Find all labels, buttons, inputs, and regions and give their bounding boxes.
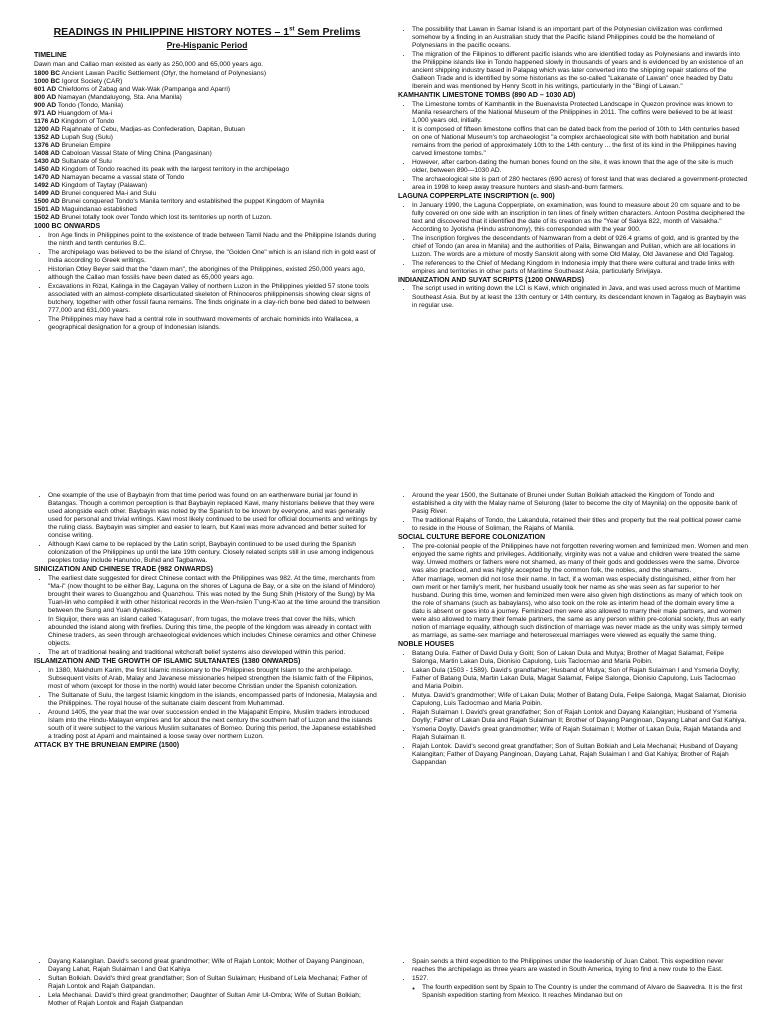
timeline-entry <box>34 110 380 118</box>
timeline-entry <box>34 94 380 102</box>
timeline-entry <box>34 206 380 214</box>
timeline-year: 1492 AD <box>34 182 60 190</box>
timeline-event: Namayan (Mandaluyong, Sta. Ana Manila) <box>56 93 182 101</box>
bullet-list-expedition-detail <box>398 984 748 1000</box>
bullet-item: • The archipelago was believed to be the island of Chryse, the "Golden One" which is an island rich in gold east of India according to Greek writings. <box>48 249 380 265</box>
bullet-item: ◦ The fourth expedition sent by Spain to The Country is under the command of Alvaro de Saavedra. It is the first Spanish expedition starting from Mexico. It reaches Mindanao but on <box>422 984 748 1000</box>
bullet-item: • The inscription forgives the descendants of Namwaran from a debt of 926.4 grams of gold, and is granted by the chief of Tondo (an area in Manila) and the authorities of Paila, Binwangan and Pulilan, which are all locations in Luzon. The words are a mixture of mostly Sanskrit along with some Old Malay, Old Javanese and Old Tagalog. <box>412 235 748 259</box>
timeline-event: Namayan became a vassal state of Tondo <box>59 174 185 182</box>
bullet-list-brunei <box>398 492 748 533</box>
bullet-item: • 1527. <box>412 975 748 983</box>
bullet-item: • In January 1990, the Laguna Copperplate, on examination, was found to measure about 20 cm square and to be fully covered on one side with an inscription in ten lines of finely written characters. Antoon Postma deciphered the text and discovered that it identified the date of its creation as the "Year of Sakya 822, month of Vaisakha." According to Jyotisha (Hindu astronomy), this corresponded with the year 900. <box>412 202 748 234</box>
page-2-left <box>34 492 380 952</box>
timeline-entry <box>34 102 380 110</box>
timeline-year: 1502 AD <box>34 214 60 222</box>
timeline-year: 1430 AD <box>34 158 60 166</box>
timeline-entry <box>34 118 380 126</box>
timeline-entry <box>34 78 380 86</box>
timeline-event: Tondo (Tondo, Manila) <box>56 101 124 109</box>
timeline-entry <box>34 126 380 134</box>
timeline-event: Caboloan Vassal State of Ming China (Pangasinan) <box>59 150 212 158</box>
bullet-item: • However, after carbon-dating the human bones found on the site, it was known that the age of the site is much older, between 890—1030 AD. <box>412 159 748 175</box>
bullet-item: • One example of the use of Baybayin from that time period was found on an earthenware burial jar found in Batangas. Though a common perception is that Baybayin replaced Kawi, many historians believe that they were used alongside each other. Baybayin was noted by the Spanish to be known by everyone, and was generally used for personal and trivial writings. Kawi most likely continued to be used for official documents and writings by the ruling class. Baybayin was simpler and easier to learn, but Kawi was more advanced and better suited for concise writing. <box>48 492 380 540</box>
bullet-item: • Iron Age finds in Philippines point to the existence of trade between Tamil Nadu and the Philippine Islands during the ninth and tenth centuries B.C. <box>48 232 380 248</box>
timeline-event: Kingdom of Tondo <box>59 117 115 125</box>
timeline-event: Bruneian Empire <box>59 142 111 149</box>
bullet-item: • In Siquijor, there was an island called 'Katagusan', from tugas, the molave trees that cover the hills, which abounded the island along with fireflies. During this time, the people of the kingdom was already in contact with Chinese traders, as seen through archaeological evidences which includes Chinese ceramics and other Chinese objects. <box>48 616 380 648</box>
section-heading-islamization: ISLAMIZATION AND THE GROWTH OF ISLAMIC SULTANATES (1380 ONWARDS) <box>34 658 301 666</box>
timeline-event: Igorot Society (CAR) <box>60 77 123 85</box>
timeline-list <box>34 70 380 223</box>
timeline-event: Brunei totally took over Tondo which lost its territories up north of Luzon. <box>59 214 272 222</box>
timeline-entry <box>34 142 380 150</box>
timeline-year: 1376 AD <box>34 142 60 149</box>
bullet-list-lineage <box>34 958 380 1008</box>
timeline-entry <box>34 158 380 166</box>
bullet-list-laguna <box>398 202 748 276</box>
timeline-intro: Dawn man and Callao man existed as early as 250,000 and 65,000 years ago. <box>34 60 264 68</box>
timeline-event: Sultanate of Sulu <box>59 158 112 166</box>
timeline-heading: TIMELINE <box>34 52 67 60</box>
page-1-top-right <box>398 26 748 486</box>
timeline-year: 1176 AD <box>34 117 60 125</box>
bullet-list-kamhantik <box>398 101 748 192</box>
timeline-year: 1450 AD <box>34 166 60 174</box>
page-3-left <box>34 958 380 1024</box>
bullet-list-lawan <box>398 26 748 91</box>
bullet-item: • The Sultanate of Sulu, the largest Islamic kingdom in the islands, encompassed parts of Indonesia, Malaysia and the Philippines. The royal house of the sultanate claim descent from Muhammad. <box>48 692 380 708</box>
bullet-list-baybayin <box>34 492 380 565</box>
bullet-list-1000bc <box>34 232 380 332</box>
bullet-item: • The Limestone tombs of Kamhantik in the Buenavista Protected Landscape in Quezon province was known to Manila researchers of the National Museum of the Philippines in 2011. The coffins were believed to be at least 1,000 years old, initially. <box>412 101 748 125</box>
timeline-year: 1499 AD <box>34 190 60 198</box>
timeline-event: Ancient Lawan Pacific Settlement (Ofyr, the homeland of Polynesians) <box>60 69 267 77</box>
bullet-item: • Rajah Lontok. David's second great grandfather; Son of Sultan Bolkiah and Lela Mechanai; Husband of Dayang Kalangitan; Father of Dayang Panginoan, Dayang Lahat, Rajah Sulaiman I and Gat Kahiya; Brother of Rajah Gappandan <box>412 743 748 767</box>
section-heading-laguna: LAGUNA COPPERPLATE INSCRIPTION (c. 900) <box>398 193 555 201</box>
section-heading-sinicization: SINICIZATION AND CHINESE TRADE (982 ONWARDS) <box>34 566 213 574</box>
bullet-item: • Lela Mechanai. David's third great grandmother; Daughter of Sultan Amir Ul-Ombra; Wife of Sultan Bolkiah; Mother of Rajah Lontok and Rajah Gatpandan <box>48 992 380 1008</box>
timeline-year: 800 AD <box>34 93 57 101</box>
timeline-entry <box>34 86 380 94</box>
bullet-item: • Batang Dula. Father of David Dula y Goiti; Son of Lakan Dula and Mutya; Brother of Magat Salamat, Felipe Salonga, Martin Lakan Dula, Dionisio Capulong, Luis Taclocmao and Maria Poibin. <box>412 650 748 666</box>
page-2-right <box>398 492 748 952</box>
section-heading-social-culture: SOCIAL CULTURE BEFORE COLONIZATION <box>398 534 545 542</box>
section-heading-indianization: INDIANIZATION AND SUYAT SCRIPTS (1200 ONWARDS) <box>398 276 584 284</box>
timeline-year: 971 AD <box>34 109 57 117</box>
bullet-item: • Lakan Dula (1503 - 1589). David's grandfather; Husband of Mutya; Son of Rajah Sulaiman I and Ysmeria Doylly; Father of Batang Dula, Martin Lakan Dula, Magat Salamat, Felipe Salonga, Dionisio Capulong, Luis Taclocmao and Maria Poibin. <box>412 667 748 691</box>
timeline-year: 1800 BC <box>34 69 61 77</box>
bullet-item: • The Philippines may have had a central role in southward movements of archaic hominids into Wallacea, a geographical designation for a group of Indonesian islands. <box>48 316 380 332</box>
page-3-right <box>398 958 748 1024</box>
timeline-year: 1470 AD <box>34 174 60 182</box>
timeline-event: Lupah Sug (Sulu) <box>59 133 113 141</box>
section-heading-kamhantik: KAMHANTIK LIMESTONE TOMBS (890 AD – 1030 AD) <box>398 92 576 100</box>
bullet-item: • The art of traditional healing and traditional witchcraft belief systems also developed within this period. <box>48 649 380 657</box>
timeline-entry <box>34 214 380 222</box>
timeline-event: Maguindanao established <box>59 206 137 214</box>
timeline-event: Huangdom of Ma-i <box>56 109 113 117</box>
timeline-event: Kingdom of Tondo reached its peak with the largest territory in the archipelago <box>59 166 290 174</box>
bullet-item: • In 1380, Makhdum Karim, the first Islamic missionary to the Philippines brought Islam to the archipelago. Subsequent visits of Arab, Malay and Javanese missionaries helped strengthen the Islamic faith of the Filipinos, most of whom (except for those in the north) would later become Christian under the Spanish colonization. <box>48 667 380 691</box>
timeline-year: 1501 AD <box>34 206 60 214</box>
timeline-year: 1408 AD <box>34 150 60 158</box>
document-subtitle: Pre-Hispanic Period <box>166 39 248 50</box>
timeline-year: 1500 AD <box>34 198 60 206</box>
timeline-year: 1200 AD <box>34 125 60 133</box>
bullet-item: • Mutya. David's grandmother; Wife of Lakan Dula; Mother of Batang Dula, Felipe Salonga, Magat Salamat, Dionisio Capulong, Luis Taclocmao and Maria Poibin. <box>412 692 748 708</box>
timeline-entry <box>34 182 380 190</box>
bullet-item: • The archaeological site is part of 280 hectares (690 acres) of forest land that was declared a government-protected area in 1998 to keep away treasure hunters and slash-and-burn farmers. <box>412 176 748 192</box>
timeline-event: Kingdom of Taytay (Palawan) <box>59 182 148 190</box>
timeline-event: Rajahnate of Cebu, Madjas-as Confederation, Dapitan, Butuan <box>59 125 245 133</box>
timeline-year: 1352 AD <box>34 133 60 141</box>
bullet-list-sinicization <box>34 575 380 657</box>
page-1-top-left <box>34 26 380 486</box>
bullet-list-expeditions <box>398 958 748 983</box>
timeline-year: 900 AD <box>34 101 57 109</box>
bullet-item: • Dayang Kalangitan. David's second great grandmother; Wife of Rajah Lontok; Mother of Dayang Panginoan, Dayang Lahat, Rajah Sulaiman I and Gat Kahiya <box>48 958 380 974</box>
timeline-event: Brunei conquered Tondo's Manila territory and established the puppet Kingdom of Maynila <box>59 198 325 206</box>
timeline-event: Brunei conquered Ma-i and Sulu <box>59 190 157 198</box>
bullet-item: • Around the year 1500, the Sultanate of Brunei under Sultan Bolkiah attacked the Kingdom of Tondo and established a city with the Malay name of Selurong (later to become the city of Maynila) on the opposite bank of Pasig River. <box>412 492 748 516</box>
timeline-entry <box>34 150 380 158</box>
timeline-entry <box>34 190 380 198</box>
bullet-list-islamization <box>34 667 380 741</box>
section-heading-noble-houses: NOBLE HOUSES <box>398 641 455 649</box>
bullet-item: • The references to the Chief of Medang Kingdom in Indonesia imply that there were cultural and trade links with empires and territories in other parts of Maritime Southeast Asia, particularly Srivijaya. <box>412 260 748 276</box>
bullet-item: • Rajah Sulaiman I. David's great grandfather; Son of Rajah Lontok and Dayang Kalangitan; Husband of Ysmeria Doylly; Father of Lakan Dula and Rajah Sulaiman II; Brother of Dayang Panginoan, Dayang Lahat and Gat Kahiya. <box>412 709 748 725</box>
bullet-item: • Around 1405, the year that the war over succession ended in the Majapahit Empire, Muslim traders introduced Islam into the Hindu-Malayan empires and for about the next century the southern half of Luzon and the islands south of it were subject to the various Muslim sultanates of Borneo. During this period, the Japanese established a trading post at Aparri and maintained a loose sway over northern Luzon. <box>48 709 380 741</box>
bullet-list-indianization <box>398 285 748 309</box>
timeline-event: Chiefdoms of Zabag and Wak-Wak (Pampanga and Aparri) <box>56 85 231 93</box>
timeline-entry <box>34 198 380 206</box>
timeline-year: 1000 BC <box>34 77 61 85</box>
bullet-item: • Historian Otley Beyer said that the "dawn man", the aborigines of the Philippines, existed 250,000 years ago, although the Callao man fossils have been dated as 65,000 years ago. <box>48 266 380 282</box>
timeline-entry <box>34 174 380 182</box>
timeline-year: 601 AD <box>34 85 57 93</box>
bullet-item: • The pre-colonial people of the Philippines have not forgotten revering women and feminized men. Women and men enjoyed the same rights and privileges. Additionally, virginity was not a value and children were treated the same way. Unwed mothers or fathers were not shamed, as many of their gods and goddesses were the same. Divorce was also practiced, and was highly accepted by the common folk, the nobles, and the shamans. <box>412 543 748 575</box>
section-heading-1000bc: 1000 BC ONWARDS <box>34 223 101 231</box>
bullet-item: • The traditional Rajahs of Tondo, the Lakandula, retained their titles and property but the real political power came to reside in the House of Soliman, the Rajahs of Manila. <box>412 517 748 533</box>
bullet-item: • It is composed of fifteen limestone coffins that can be dated back from the period of 10th to 14th centuries based on one of National Museum's top archaeologist "a complex archaeological site with both habitation and burial remains from the period of approximately 10th to the 14th century ... the first of its kind in the Philippines having carved limestone tombs." <box>412 126 748 158</box>
bullet-item: • Ysmeria Doylly. David's great grandmother; Wife of Rajah Sulaiman I; Mother of Lakan Dula, Rajah Matanda and Rajah Sulaiman II. <box>412 726 748 742</box>
bullet-item: • The earliest date suggested for direct Chinese contact with the Philippines was 982. At the time, merchants from "Ma-i" (now thought to be either Bay, Laguna on the shores of Laguna de Bay, or a site on the island of Mindoro) brought their wares to Guangzhou and Quanzhou. This was noted by the Sung Shih (History of the Sung) by Ma Tuan-lin who compiled it with other historical records in the Wen-hsien T'ung-K'ao at the time around the transition between the Sung and Yuan dynasties. <box>48 575 380 615</box>
bullet-item: • The migration of the Filipinos to different pacific islands who are identified today as Polynesians and inwards into the Philippine islands like in Tondo happened slowly in thousands of years and is evidenced by an existence of an ancient shipping industry based in Palapag which was later converted into the shipping repair stations of the Galleon Trade and is identified by some historians as the so-called "Lakanate of Lawan" once headed by Datu Iberein and was mentioned by Henry Scott in his writings, particularly in the "Bingi of Lawan." <box>412 51 748 91</box>
bullet-item: • After marriage, women did not lose their name. In fact, if a woman was especially distinguished, either from her own merit or her family's merit, her husband usually took her name as she was seen as far superior to her husband. During this time, women and feminized men were also given high distinctions as many of which took on the role of shamans (such as babaylans), who also took on the role as interim head of the domain every time a datu is absent or goes into a journey. Feminized men were also allowed to marry their male partners, and women were also allowed to marry their female partners, the same as any person within pre-colonial society, thus an early notion of marriage equality, although such distinction of marriage was never made as the unity was simply termed as marriage, as same-sex marriage and heterosexual marriages were viewed as equally the same thing. <box>412 576 748 640</box>
document-title: READINGS IN PHILIPPINE HISTORY NOTES – 1st Sem Prelims <box>53 26 361 38</box>
bullet-item: • Excavations in Rizal, Kalinga in the Cagayan Valley of northern Luzon in the Philippines yielded 57 stone tools associated with an almost-complete disarticulated skeleton of Rhinoceros philippinensis showing clear signs of butchery, together with other fossil fauna remains. The finds originate in a clay-rich bone bed dated to between 777,000 and 631,000 years. <box>48 283 380 315</box>
timeline-entry <box>34 134 380 142</box>
section-heading-brunei-attack: ATTACK BY THE BRUNEIAN EMPIRE (1500) <box>34 741 180 749</box>
bullet-item: • Spain sends a third expedition to the Philippines under the leadership of Juan Cabot. This expedition never reaches the archipelago as three years are wasted in South America, trying to find a new route to the East. <box>412 958 748 974</box>
timeline-entry <box>34 70 380 78</box>
bullet-item: • The possibility that Lawan in Samar Island is an important part of the Polynesian civilization was confirmed somehow by a finding in an Australian study that the Pacific Island Philippines could be the homeland of Polynesians in the pacific oceans. <box>412 26 748 50</box>
bullet-item: • The script used in writing down the LCI is Kawi, which originated in Java, and was used across much of Maritime Southeast Asia. But by at least the 13th century or 14th century, its descendant known in Tagalog as Baybayin was in regular use. <box>412 285 748 309</box>
timeline-entry <box>34 166 380 174</box>
bullet-list-social-culture <box>398 543 748 640</box>
bullet-item: • Although Kawi came to be replaced by the Latin script, Baybayin continued to be used during the Spanish colonization of the Philippines up until the late 19th century. Closely related scripts still in use among indigenous peoples today include Hanunóo, Buhid and Tagbanwa. <box>48 541 380 565</box>
bullet-list-noble-houses <box>398 650 748 767</box>
bullet-item: • Sultan Bolkiah. David's third great grandfather; Son of Sultan Sulaiman; Husband of Lela Mechanai; Father of Rajah Lontok and Rajah Gatpandan. <box>48 975 380 991</box>
